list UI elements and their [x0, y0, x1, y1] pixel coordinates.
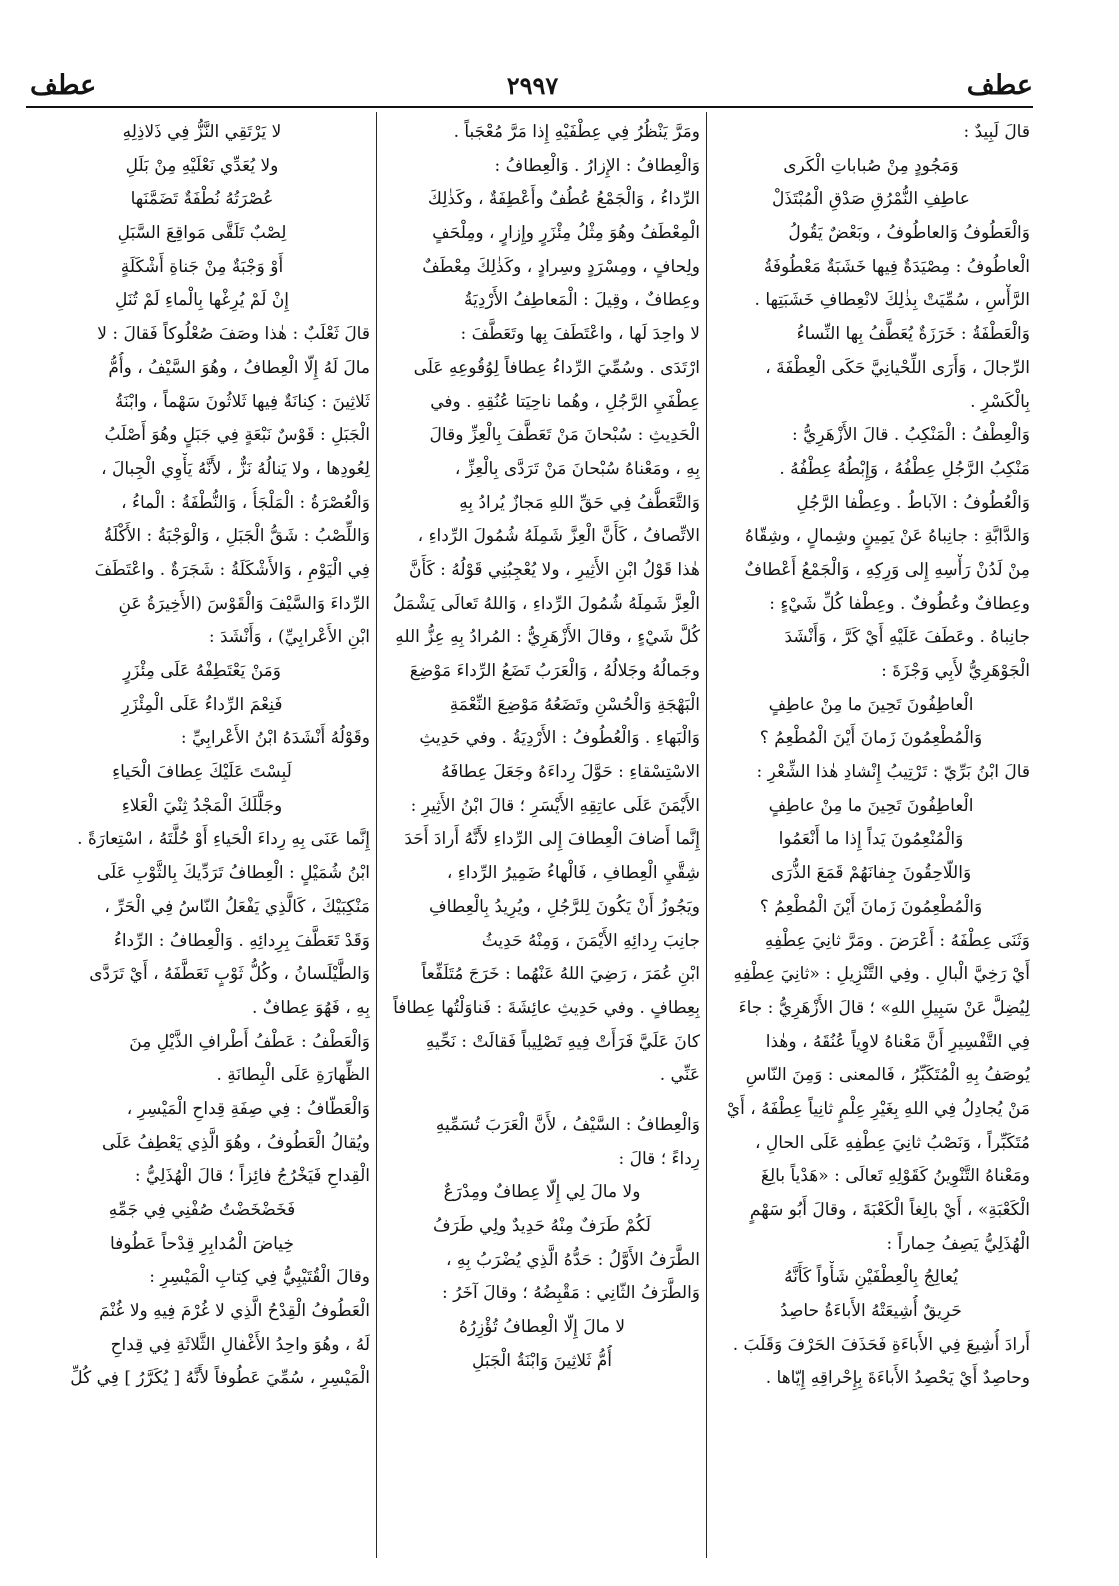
text-line: إِنَّما أَضافَ الْعِطافَ إِلى الرِّداءِ لأَنَّهُ أَرادَ أَحَدَ [404, 829, 700, 850]
text-line: ولِحافٍ ، ومِسْرَدٍ وسِرادٍ ، وكَذٰلِكَ مِعْطَفٌ [422, 256, 700, 277]
text-line: وجَلَّلَكَ الْمَجْدُ ثِنْيَ الْعَلاءِ [121, 795, 283, 816]
text-line: مُتَكَبِّراً ، وَنَصْبُ ثانِيَ عِطْفِهِ عَلَى الحالِ ، [755, 1132, 1030, 1153]
text-line: فِي الْيَوْمِ ، وَالأَشْكَلَةُ : شَجَرَةٌ . واعْتَطَفَ [94, 559, 370, 580]
text-line: الْقِداحِ فَيَخْرُجُ فائِزاً ؛ قالَ الْهُذَلِيُّ : [134, 1166, 370, 1187]
text-line: رِداءً ؛ قالَ : [618, 1148, 700, 1169]
text-line: يُعالِجُ بِالْعِطْفَيْنِ شَأْواً كَأَنَّهُ [784, 1267, 958, 1288]
text-line: ولا مالَ لِي إِلّا عِطافٌ ومِدْرَعٌ [443, 1182, 641, 1203]
text-line: وَاللِّصْبُ : شَقُّ الْجَبَلِ ، وَالْوَجْبَةُ : الأَكْلَةُ [103, 526, 370, 547]
text-line: وَالتَّعَطُّفُ فِي حَقِّ اللهِ مَجازٌ يُرادُ بِهِ [459, 492, 700, 513]
header-rule [26, 106, 1033, 108]
text-line: كانَ عَلَيَّ فَرَأَتْ فِيهِ تَصْلِيباً فَقالَتْ : نَحِّيهِ [425, 1031, 700, 1052]
text-line: وَالْعَطْفَةُ : خَرَزَةٌ يُعَطَّفُ بِها النِّساءُ [796, 324, 1030, 345]
text-line: جانِبَ رِدائِهِ الأَيْمَنَ ، وَمِنْهُ حَدِيثُ [481, 930, 700, 951]
text-line: ومَرَّ يَنْظُرُ فِي عِطْفَيْهِ إِذا مَرَّ مُعْجَباً . [453, 122, 700, 142]
text-line: الْعِزَّ شَمِلَهُ شُمُولَ الرِّداءِ ، وَاللهُ تَعالَى يَشْمَلُ [392, 593, 700, 614]
text-line: وَالْعِطافُ : السَّيْفُ ، لأَنَّ الْعَرَبَ تُسَمِّيهِ [435, 1114, 700, 1135]
text-line: عَنِّي . [659, 1065, 700, 1086]
text-line: وَالْعُطُوفُ : الآباطُ . وعِطْفا الرَّجُلِ [796, 492, 1030, 513]
text-line: ثَلاثِينَ : كِنانَةٌ فِيها ثَلاثُونَ سَهْماً ، وابْنَةُ [114, 391, 370, 412]
column-middle [384, 116, 700, 1556]
text-line: مَنْكِبَيْكَ ، كَالَّذِي يَفْعَلُ النّاسُ فِي الْحَرِّ ، [104, 896, 370, 917]
text-line: وَالدَّابَّةِ : جانِباهُ عَنْ يَمِينٍ وشِمالٍ ، وشِقّاهُ [745, 526, 1030, 547]
text-line: لا مالَ إِلّا الْعِطافُ تُؤْزِرُهُ [458, 1317, 626, 1338]
paragraph-gap [384, 1093, 700, 1109]
text-line: وحاصِدٌ أَيْ يَحْصِدُ الأَباءَةَ بِإِحْراقِهِ إِيّاها . [765, 1368, 1030, 1389]
page-header [30, 66, 1035, 106]
text-line: الْجَبَلِ : قَوْسٌ نَبْعَةٍ فِي جَبَلٍ وهُوَ أَصْلَبُ [104, 425, 370, 446]
text-line: حَرِيقٌ أُشِيعَتْهُ الأَباءَةُ حاصِدُ [780, 1301, 962, 1322]
text-line: الأَيْمَنَ عَلَى عاتِقِهِ الأَيْسَرِ ؛ قالَ ابْنُ الأَثِيرِ : [410, 795, 700, 816]
text-line: قالَ ابْنُ بَرِّيّ : تَرْتِيبُ إِنْشادِ هٰذا الشِّعْرِ : [756, 762, 1030, 783]
text-line: قالَ لَبِيدٌ : [963, 122, 1030, 142]
text-line: لَهُ ، وهُوَ واحِدُ الأَغْفالِ الثَّلاثَةِ فِي قِداحِ [110, 1334, 370, 1355]
text-line: لا يَرْتَقِي النَّزُّ فِي ذَلاذِلِهِ [122, 122, 282, 142]
text-line: الظِّهارَةِ عَلَى الْبِطانَةِ . [216, 1065, 370, 1086]
text-line: وَمَنْ يَعْتَطِفْهُ عَلَى مِئْزَرٍ [123, 661, 281, 681]
text-line: وَالطَّيْلَسانُ ، وكُلُّ ثَوْبٍ تَعَطَّفَهُ ، أَيْ تَرَدَّى [89, 964, 370, 985]
text-line: الْهُذَلِيُّ يَصِفُ حِماراً : [886, 1233, 1030, 1254]
text-line: الْجَوْهَرِيُّ لأَبِي وَجْزَةَ : [881, 661, 1030, 681]
text-line: وَالْعِطْفُ : الْمَنْكِبُ . قالَ الأَزْهَرِيُّ : [791, 425, 1030, 446]
text-line: وقالَ الْقُتَيْبِيُّ فِي كِتابِ الْمَيْسِرِ : [149, 1267, 370, 1288]
text-line: وَالْعَطْفُ : عَطْفُ أَطْرافِ الذَّيْلِ مِنَ [129, 1031, 370, 1052]
page-number: ٢٩٩٧ [506, 71, 559, 100]
text-line: عُصْرَتُهُ نُطْفَةٌ تَضَمَّنَها [130, 189, 274, 210]
text-line: أَيْ رَخِيَّ الْبالِ . وفِي التَّنْزِيلِ : «ثانِيَ عِطْفِهِ [733, 964, 1030, 985]
text-line: إِنْ لَمْ يُرِغْها بِالْماءِ لَمْ تُنَلِ [114, 290, 290, 311]
text-line: الْعاطُوفُ : مِصْيَدَةٌ فِيها خَشَبَةٌ مَعْطُوفَةُ [763, 256, 1030, 277]
text-line: الْمَيْسِرِ ، سُمِّيَ عَطُوفاً لأَنَّهُ [ يُكَرَّرُ ] فِي كُلِّ [70, 1368, 370, 1389]
text-line: بِهِ ، ومَعْناهُ سُبْحانَ مَنْ تَرَدَّى بِالْعِزِّ ، [454, 458, 700, 479]
text-line: وَاللّاحِقُونَ جِفانَهُمْ قَمَعَ الذُّرَى [770, 863, 972, 884]
text-line: الْبَهْجَةِ وَالْحُسْنِ وتَضَعُهُ مَوْضِعَ النِّعْمَةِ [449, 694, 700, 715]
text-line: وَالطَّرَفُ الثّانِي : مَقْبِضُهُ ؛ وقالَ آخَرُ : [441, 1283, 700, 1304]
text-line: ولا يُعَدِّي نَعْلَيْهِ مِنْ بَلَلِ [125, 155, 279, 176]
text-line: ومَعْناهُ التَّنْوِينُ كَقَوْلِهِ تَعالَى : «هَدْياً بالِغَ [760, 1166, 1030, 1187]
text-line: أَوْ وَجْبَةٌ مِنْ جَناةِ أَشْكَلَةٍ [120, 256, 284, 277]
text-line: وَالْبَهاءِ . وَالْعُطُوفُ : الأَرْدِيَةُ . وفي حَدِيثِ [419, 728, 700, 749]
text-line: الْعَطُوفُ الْقِدْحُ الَّذِي لا غُرْمَ فِيهِ ولا غُنْمَ [99, 1301, 370, 1322]
text-line: الْحَدِيثِ : سُبْحانَ مَنْ تَعَطَّفَ بِالْعِزِّ وقالَ [429, 425, 700, 446]
text-line: لِعُودِها ، ولا يَنالُهُ نَزٌّ ، لأَنَّهُ يَأْوِي الْجِبالَ ، [101, 458, 370, 479]
text-line: وقَوْلُهُ أَنْشَدَهُ ابْنُ الأَعْرابِيِّ : [180, 728, 370, 749]
text-line: الرِّداءَ وَالسَّيْفَ وَالْقَوْسَ (الأَخِيرَةُ عَنِ [118, 593, 370, 614]
text-line: إِنَّما عَنَى بِهِ رِداءَ الْحَياءِ أَوْ حُلَّتَهُ ، اسْتِعارَةً . [77, 829, 370, 850]
text-line: الاسْتِسْقاءِ : حَوَّلَ رِداءَهُ وجَعَلَ عِطافَهُ [441, 762, 700, 783]
text-line: عِطْفَيِ الرَّجُلِ ، وهُما ناحِيَتا عُنُقِهِ . وفي [430, 391, 700, 412]
text-line: ابْنُ شُمَيْلٍ : الْعِطافُ تَرَدِّيكَ بِالثَّوْبِ عَلَى [96, 863, 370, 884]
text-line: الْعاطِفُونَ تَحِينَ ما مِنْ عاطِفٍ [768, 795, 974, 816]
text-line: أُمُّ ثَلاثِينَ وَابْنَةُ الْجَبَلِ [472, 1350, 612, 1371]
text-line: الرَّأْسِ ، سُمِّيَتْ بِذٰلِكَ لانْعِطافِ خَشَبَتِها . [754, 290, 1030, 311]
text-line: وَثَنَى عِطْفَهُ : أَعْرَضَ . ومَرَّ ثانِيَ عِطْفِهِ [764, 930, 1030, 951]
text-line: ابْنِ الأَعْرابِيِّ) ، وَأَنْشَدَ : [208, 627, 370, 648]
text-line: لِصْبٌ تَلَقَّى مَواقِعَ السَّبَلِ [117, 223, 287, 244]
text-line: الْمِعْطَفُ وهُوَ مِثْلُ مِئْزَرٍ وإِزارٍ ، ومِلْحَفٍ [432, 223, 700, 244]
text-line: ارْتَدَى . وسُمِّيَ الرِّداءُ عِطافاً لِوُقُوعِهِ عَلَى [413, 357, 700, 378]
text-line: بِهِ ، فَهُوَ عِطافٌ . [252, 997, 370, 1018]
text-line: بِعِطافٍ . وفي حَدِيثِ عائِشَةَ : فَناوَلْتُها عِطافاً [393, 997, 700, 1018]
text-line: شِقَّيِ الْعِطافِ ، فَالْهاءُ ضَمِيرُ الرِّداءِ ، [446, 863, 700, 884]
text-line: ابْنِ عُمَرَ ، رَضِيَ اللهُ عَنْهُما : خَرَجَ مُتَلَفِّعاً [421, 964, 700, 985]
text-line: لِيُضِلَّ عَنْ سَبِيلِ اللهِ» ؛ قالَ الأَزْهَرِيُّ : جاءَ [738, 997, 1030, 1018]
text-line: وجَمالُهُ وجَلالُهُ ، وَالْعَرَبُ تَضَعُ الرِّداءَ مَوْضِعَ [409, 661, 700, 681]
column-right [712, 116, 1030, 1556]
text-line: لَبِسْتَ عَلَيْكَ عِطافَ الْحَياءِ [112, 762, 292, 783]
text-line: الرِّداءُ ، وَالْجَمْعُ عُطُفٌ وأَعْطِفَةٌ ، وكَذٰلِكَ [427, 189, 700, 210]
text-line: ويَجُوزُ أَنْ يَكُونَ لِلرَّجُلِ ، ويُرِيدُ بِالْعِطافِ [429, 896, 700, 917]
text-line: هٰذا قَوْلُ ابْنِ الأَثِيرِ ، ولا يُعْجِبُنِي قَوْلُهُ : كَأَنَّ [409, 559, 700, 580]
text-line: كُلَّ شَيْءٍ ، وقالَ الأَزْهَرِيُّ : المُرادُ بِهِ عِزُّ اللهِ [395, 627, 700, 648]
text-line: فِي التَّفْسِيرِ أَنَّ مَعْناهُ لاوِياً عُنُقَهُ ، وهٰذا [765, 1031, 1030, 1052]
text-line: وَالْعَطّافُ : فِي صِفَةِ قِداحِ الْمَيْسِرِ ، [126, 1098, 370, 1119]
text-line: الْعاطِفُونَ تَحِينَ ما مِنْ عاطِفٍ [768, 694, 974, 715]
text-line: مَنْ يُجادِلُ فِي اللهِ بِغَيْرِ عِلْمٍ ثانِياً عِطْفَهُ ، أَيْ [726, 1098, 1030, 1119]
text-line: وَقَدْ تَعَطَّفَ بِرِدائِهِ . وَالْعِطافُ : الرِّداءُ [113, 930, 370, 951]
text-line: قالَ ثَعْلَبٌ : هٰذا وصَفَ صُعْلُوكاً فَقالَ : لا [97, 324, 370, 345]
text-line: وَالْمُنْعِمُونَ يَداً إِذا ما أَنْعَمُوا [778, 829, 964, 850]
text-line: لا واحِدَ لَها ، واعْتَطَفَ بِها وتَعَطَّفَ : [460, 324, 700, 345]
text-line: وَالْعُصْرَةُ : الْمَلْجَأُ ، وَالنُّطْفَةُ : الْماءُ ، [121, 492, 370, 513]
text-line: وَالْمُطْعِمُونَ زَمانَ أَيْنَ الْمُطْعِمُ ؟ [759, 896, 983, 917]
text-line: مَنْكِبُ الرَّجُلِ عِطْفُهُ ، وَإِبْطُهُ عِطْفُهُ . [779, 458, 1030, 479]
text-line: مالَ لَهُ إِلّا الْعِطافُ ، وهُوَ السَّيْفُ ، وأُمُّ [108, 357, 370, 378]
text-line: يُوصَفُ بِهِ الْمُتَكَبِّرُ ، فَالمعنى : وَمِنَ النّاسِ [745, 1065, 1030, 1086]
text-line: خِياضَ الْمُدابِرِ قِدْحاً عَطُوفا [110, 1233, 294, 1254]
text-line: وَالْعَطُوفُ وَالعاطُوفُ ، وبَعْضٌ يَقُولُ [788, 223, 1030, 244]
column-left [34, 116, 370, 1556]
text-line: أَرادَ أُشِيعَ فِي الأَباءَةِ فَحَذَفَ الحَرْفَ وَقَلَبَ . [732, 1334, 1030, 1355]
text-line: ويُقالُ الْعَطُوفُ ، وهُوَ الَّذِي يَعْطِفُ عَلَى [102, 1132, 370, 1153]
text-line: وعِطافٌ ، وقِيلَ : الْمَعاطِفُ الأَرْدِيَةُ [464, 290, 700, 311]
text-line: وَمَجُودٍ مِنْ صُباباتِ الْكَرى [783, 155, 959, 176]
text-line: الْكَعْبَةِ» ، أَيْ بالِغاً الْكَعْبَةَ ، وقالَ أَبُو سَهْمٍ [749, 1200, 1030, 1220]
text-line: الطَّرَفُ الأَوَّلُ : حَدُّهُ الَّذِي يُضْرَبُ بِهِ ، [445, 1249, 700, 1270]
text-line: الاتِّصافُ ، كَأَنَّ الْعِزَّ شَمِلَهُ شُمُولَ الرِّداءِ ، [417, 526, 700, 547]
text-line: عاطِفِ النُّمْرُقِ صَدْقِ الْمُبْتَذَلْ [772, 189, 970, 210]
text-line: بِالْكَسْرِ . [970, 391, 1030, 412]
text-line: مِنْ لَدُنْ رَأْسِهِ إِلى وَرِكِهِ ، وَالْجَمْعُ أَعْطافٌ [744, 559, 1030, 580]
text-line: فَخَضْخَضْتُ صُفْنِي فِي جَمِّهِ [108, 1200, 296, 1220]
text-line: فَنِعْمَ الرِّداءُ عَلَى الْمِئْزَرِ [121, 694, 283, 715]
text-line: جانِباهُ . وعَطَفَ عَلَيْهِ أَيْ كَرَّ ، وَأَنْشَدَ [784, 627, 1030, 648]
column-divider [376, 112, 377, 1558]
text-line: وَالْمُطْعِمُونَ زَمانَ أَيْنَ الْمُطْعِمُ ؟ [759, 728, 983, 749]
running-headword-left: عطف [30, 70, 97, 101]
running-headword-right: عطف [966, 70, 1033, 101]
text-line: وعِطافٌ وعُطُوفٌ . وعِطْفا كُلِّ شَيْءٍ : [769, 593, 1030, 614]
text-line: الرِّجالَ ، وَأَرَى اللِّحْيانِيَّ حَكَى الْعِطْفَةَ ، [765, 357, 1030, 378]
text-line: وَالْعِطافُ : الإِزارُ . وَالْعِطافُ : [494, 155, 700, 176]
column-divider [706, 112, 707, 1558]
text-line: لَكُمْ طَرَفٌ مِنْهُ حَدِيدٌ ولِي طَرَفُ [433, 1216, 651, 1236]
